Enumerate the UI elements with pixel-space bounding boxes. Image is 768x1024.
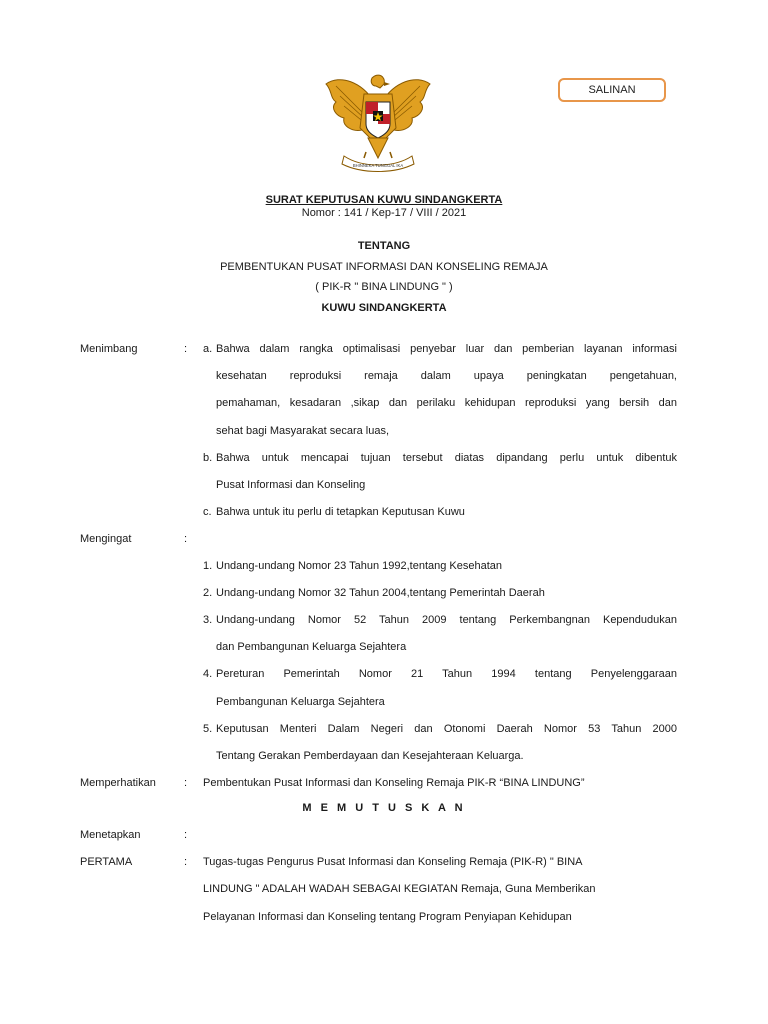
- document-number: Nomor : 141 / Kep-17 / VIII / 2021: [301, 207, 467, 219]
- menimbang-label: Menimbang: [80, 343, 138, 355]
- mengingat-colon: :: [184, 533, 188, 545]
- mengingat-num: 5.: [203, 723, 213, 735]
- pertama-line: Tugas-tugas Pengurus Pusat Informasi dan Konseling Remaja (PIK-R) " BINA: [203, 856, 583, 868]
- menimbang-a-line: sehat bagi Masyarakat secara luas,: [216, 425, 390, 437]
- memutuskan-heading: M E M U T U S K A N: [302, 802, 466, 814]
- mengingat-num: 2.: [203, 587, 213, 599]
- document-title: SURAT KEPUTUSAN KUWU SINDANGKERTA: [265, 194, 503, 206]
- garuda-emblem-icon: [322, 72, 434, 174]
- menetapkan-colon: :: [184, 829, 188, 841]
- mengingat-line: Keputusan Menteri Dalam Negeri dan Otonomi Daerah Nomor 53 Tahun 2000: [216, 723, 677, 735]
- memperhatikan-label: Memperhatikan: [80, 777, 156, 789]
- emblem-motto: BHINNEKA TUNGGAL IKA: [352, 163, 404, 168]
- menimbang-b-letter: b.: [203, 452, 213, 464]
- mengingat-label: Mengingat: [80, 533, 132, 545]
- subject-line: PEMBENTUKAN PUSAT INFORMASI DAN KONSELING REMAJA: [220, 261, 548, 273]
- menimbang-colon: :: [184, 343, 188, 355]
- pertama-label: PERTAMA: [80, 856, 133, 868]
- mengingat-num: 4.: [203, 668, 213, 680]
- memperhatikan-text: Pembentukan Pusat Informasi dan Konseling Remaja PIK-R “BINA LINDUNG”: [203, 777, 585, 789]
- menimbang-b-line: Pusat Informasi dan Konseling: [216, 479, 366, 491]
- pertama-line: LINDUNG " ADALAH WADAH SEBAGAI KEGIATAN Remaja, Guna Memberikan: [203, 883, 596, 895]
- issuer-heading: KUWU SINDANGKERTA: [321, 302, 447, 314]
- mengingat-line: Pereturan Pemerintah Nomor 21 Tahun 1994 tentang Penyelenggaraan: [216, 668, 677, 680]
- menimbang-a-line: Bahwa dalam rangka optimalisasi penyebar luar dan pemberian layanan informasi: [216, 343, 677, 355]
- mengingat-line: Undang-undang Nomor 23 Tahun 1992,tentang Kesehatan: [216, 560, 503, 572]
- menimbang-a-line: pemahaman, kesadaran ,sikap dan perilaku kehidupan reproduksi yang bersih dan: [216, 397, 677, 409]
- menimbang-c-line: Bahwa untuk itu perlu di tetapkan Keputusan Kuwu: [216, 506, 465, 518]
- menimbang-a-line: kesehatan reproduksi remaja dalam upaya peningkatan pengetahuan,: [216, 370, 677, 382]
- subject-pikr: ( PIK-R " BINA LINDUNG " ): [315, 281, 453, 293]
- mengingat-num: 3.: [203, 614, 213, 626]
- tentang-heading: TENTANG: [357, 240, 411, 252]
- mengingat-line: Pembangunan Keluarga Sejahtera: [216, 696, 385, 708]
- mengingat-line: Undang-undang Nomor 52 Tahun 2009 tentang Perkembangnan Kependudukan: [216, 614, 677, 626]
- salinan-stamp: SALINAN: [558, 78, 666, 102]
- mengingat-num: 1.: [203, 560, 213, 572]
- memperhatikan-colon: :: [184, 777, 188, 789]
- pertama-colon: :: [184, 856, 188, 868]
- mengingat-line: Tentang Gerakan Pemberdayaan dan Kesejahteraan Keluarga.: [216, 750, 524, 762]
- menetapkan-label: Menetapkan: [80, 829, 141, 841]
- menimbang-c-letter: c.: [203, 506, 212, 518]
- mengingat-line: Undang-undang Nomor 32 Tahun 2004,tentang Pemerintah Daerah: [216, 587, 545, 599]
- menimbang-b-line: Bahwa untuk mencapai tujuan tersebut diatas dipandang perlu untuk dibentuk: [216, 452, 677, 464]
- mengingat-line: dan Pembangunan Keluarga Sejahtera: [216, 641, 407, 653]
- pertama-line: Pelayanan Informasi dan Konseling tentang Program Penyiapan Kehidupan: [203, 911, 572, 923]
- menimbang-a-letter: a.: [203, 343, 213, 355]
